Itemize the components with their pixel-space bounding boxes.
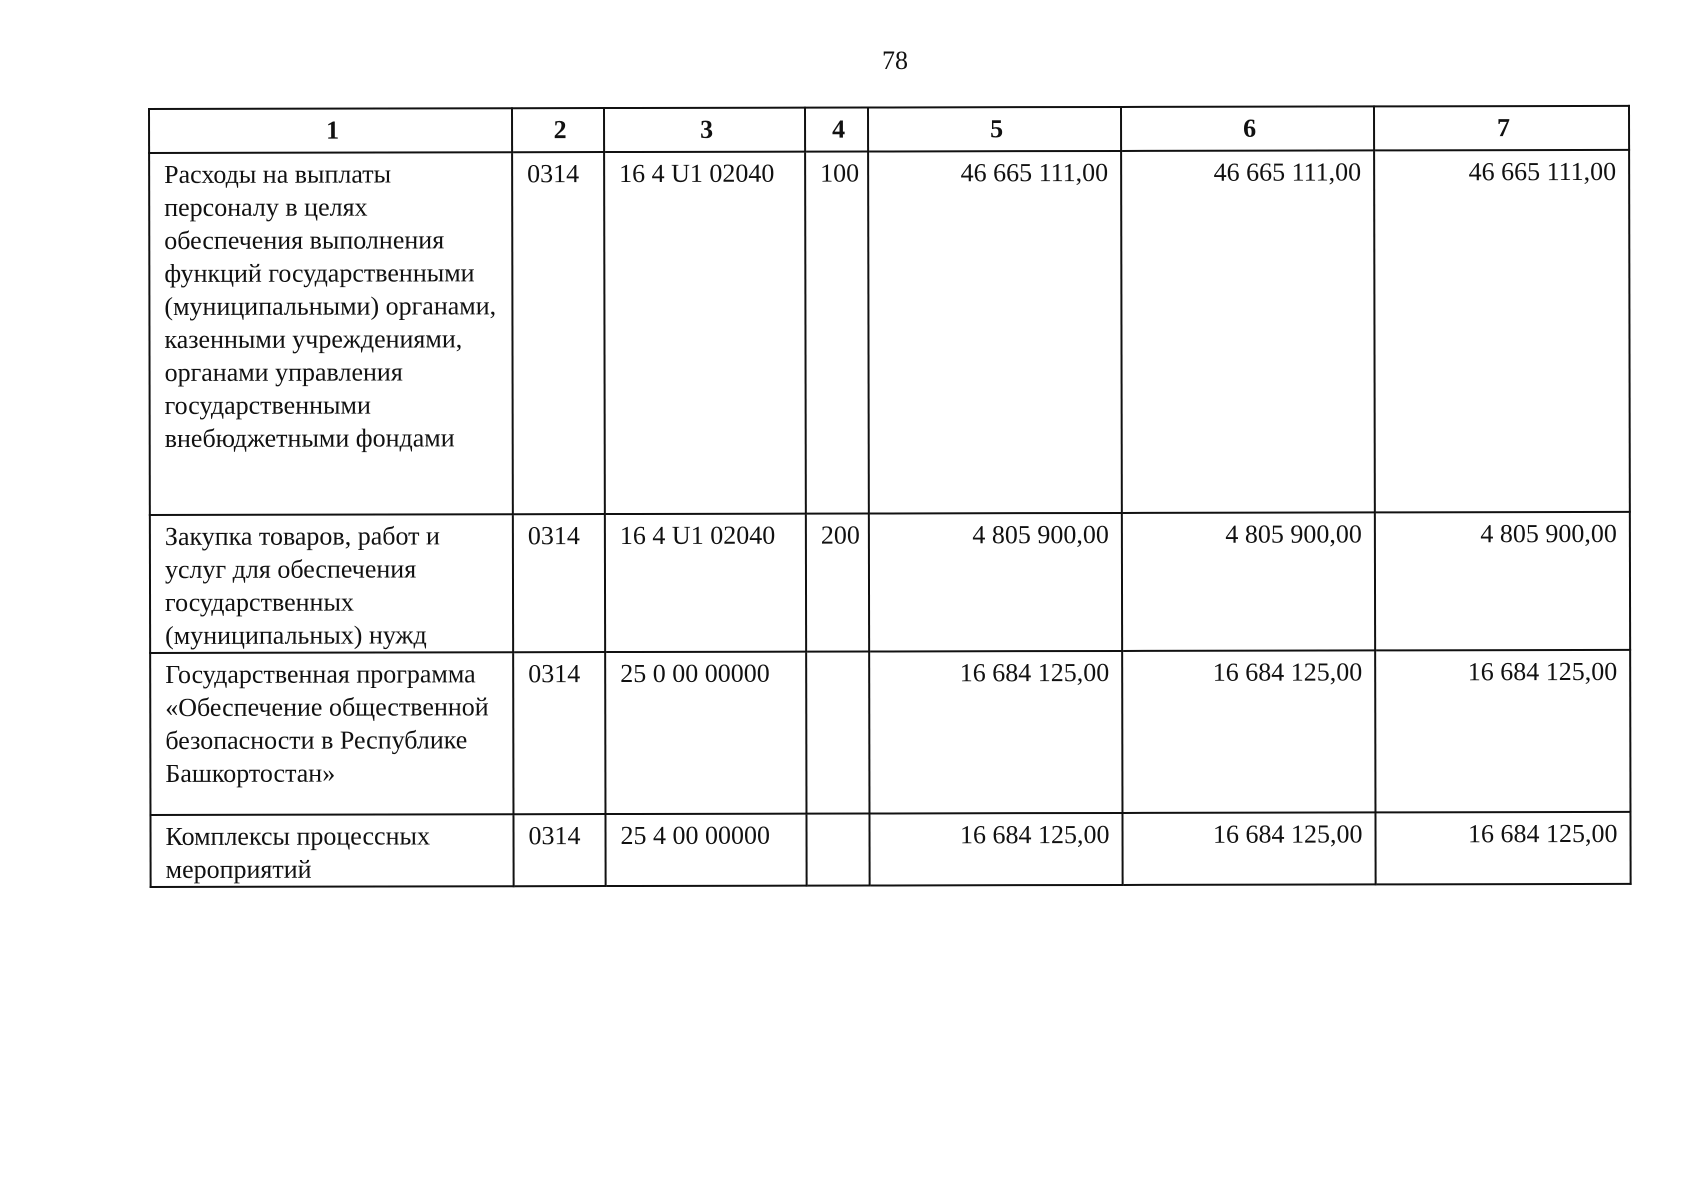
section-code-cell: 0314 xyxy=(513,652,605,814)
row-name-cell: Расходы на выплаты персоналу в целях обеспечения выполнения функций государственными (муниципальными) органами, казенными учреждениями, органами управления государственными внебюджетными фондами xyxy=(149,152,513,515)
amount-cell-5: 16 684 125,00 xyxy=(869,813,1122,886)
table-row xyxy=(150,650,1630,815)
section-code-cell: 0314 xyxy=(512,152,605,514)
budget-table-container xyxy=(148,105,1630,888)
header-cell-7: 7 xyxy=(1374,106,1629,151)
header-cell-1: 1 xyxy=(149,108,512,153)
target-code-cell: 16 4 U1 02040 xyxy=(604,152,806,514)
target-code-cell: 25 4 00 00000 xyxy=(605,814,806,886)
section-code-cell: 0314 xyxy=(513,814,605,886)
header-cell-5: 5 xyxy=(868,107,1121,152)
section-code-cell: 0314 xyxy=(513,514,605,652)
row-name-cell: Государственная программа «Обеспечение общественной безопасности в Республике Башкортостан» xyxy=(150,652,513,815)
header-cell-6: 6 xyxy=(1121,106,1374,151)
row-name-cell: Комплексы процессных мероприятий xyxy=(150,814,513,887)
target-code-cell: 25 0 00 00000 xyxy=(605,652,806,814)
header-row xyxy=(149,106,1629,153)
page-number: 78 xyxy=(882,46,908,75)
row-name-cell: Закупка товаров, работ и услуг для обеспечения государственных (муниципальных) нужд xyxy=(150,514,513,653)
expense-type-cell xyxy=(806,813,869,885)
amount-cell-5: 16 684 125,00 xyxy=(869,651,1122,814)
table-row xyxy=(150,512,1630,653)
expense-type-cell: 200 xyxy=(806,513,869,651)
amount-cell-7: 16 684 125,00 xyxy=(1375,812,1630,885)
header-cell-2: 2 xyxy=(512,108,604,152)
amount-cell-7: 16 684 125,00 xyxy=(1375,650,1630,813)
expense-type-cell: 100 xyxy=(805,151,869,513)
table-row xyxy=(150,812,1630,887)
amount-cell-7: 46 665 111,00 xyxy=(1374,150,1630,513)
budget-table xyxy=(148,105,1632,888)
table-row xyxy=(149,150,1630,515)
header-cell-3: 3 xyxy=(604,108,805,152)
amount-cell-5: 46 665 111,00 xyxy=(868,151,1122,514)
expense-type-cell xyxy=(806,651,869,813)
amount-cell-7: 4 805 900,00 xyxy=(1375,512,1630,651)
header-cell-4: 4 xyxy=(805,107,868,151)
amount-cell-6: 4 805 900,00 xyxy=(1122,512,1375,651)
amount-cell-5: 4 805 900,00 xyxy=(869,513,1122,652)
amount-cell-6: 16 684 125,00 xyxy=(1122,812,1375,885)
amount-cell-6: 16 684 125,00 xyxy=(1122,650,1375,813)
target-code-cell: 16 4 U1 02040 xyxy=(605,514,806,652)
amount-cell-6: 46 665 111,00 xyxy=(1121,150,1375,513)
